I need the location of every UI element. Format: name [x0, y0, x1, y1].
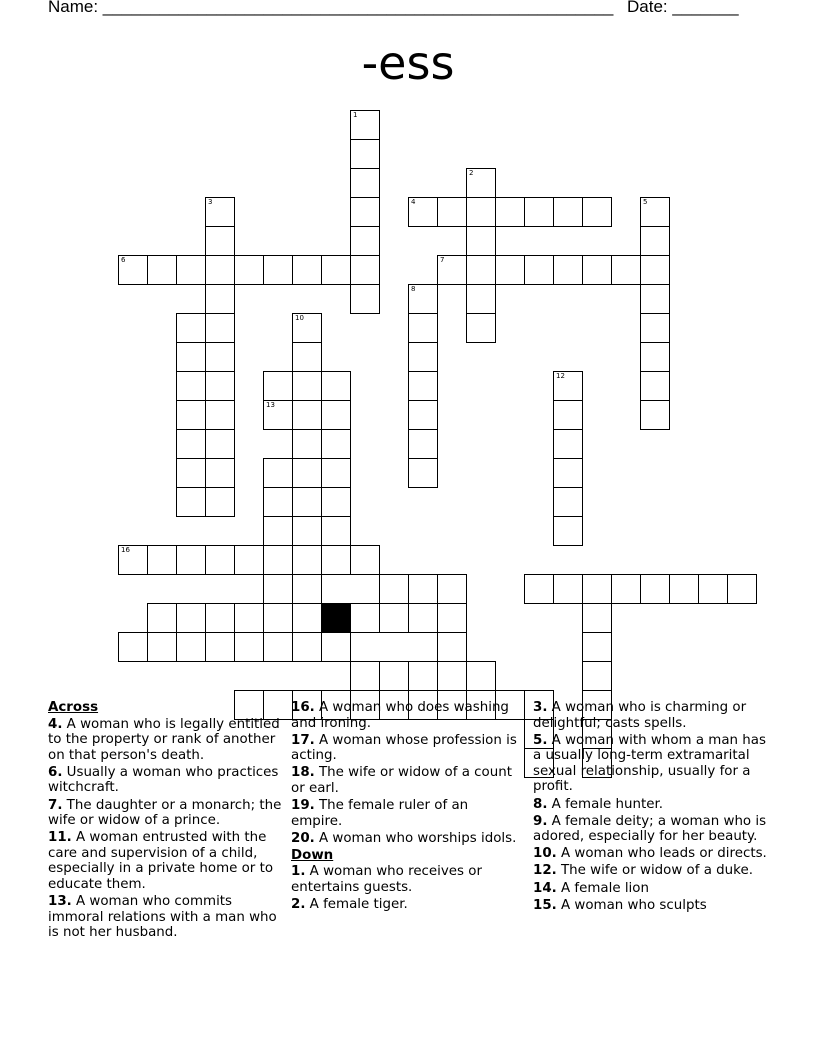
- grid-cell[interactable]: [176, 429, 206, 459]
- clue-text: A woman who commits immoral relations with a man who is not her husband.: [48, 894, 277, 941]
- grid-cell[interactable]: [205, 429, 235, 459]
- grid-cell[interactable]: [292, 632, 322, 662]
- grid-cell[interactable]: [553, 487, 583, 517]
- grid-cell[interactable]: [611, 255, 641, 285]
- grid-cell[interactable]: [205, 632, 235, 662]
- grid-cell[interactable]: [640, 574, 670, 604]
- grid-cell[interactable]: [176, 342, 206, 372]
- clue-num: 1.: [291, 864, 306, 880]
- grid-cell[interactable]: [321, 545, 351, 575]
- grid-cell[interactable]: [408, 603, 438, 633]
- grid-cell[interactable]: [669, 574, 699, 604]
- grid-cell[interactable]: [263, 516, 293, 546]
- grid-cell[interactable]: [176, 313, 206, 343]
- grid-cell[interactable]: [582, 574, 612, 604]
- clue-text: A woman who worships idols.: [314, 830, 517, 846]
- clue-num: 16.: [291, 700, 315, 715]
- across-heading: Across: [48, 700, 99, 715]
- clue-text: A woman who leads or directs.: [556, 846, 767, 862]
- grid-cell[interactable]: [553, 400, 583, 430]
- clue-num: 6.: [48, 764, 63, 780]
- grid-cell[interactable]: [147, 603, 177, 633]
- clue-num: 11.: [48, 830, 72, 846]
- grid-cell[interactable]: [205, 313, 235, 343]
- grid-cell[interactable]: [147, 545, 177, 575]
- clue-number: 3: [208, 198, 213, 206]
- grid-cell[interactable]: [466, 661, 496, 691]
- grid-cell[interactable]: [437, 197, 467, 227]
- grid-cell[interactable]: [321, 458, 351, 488]
- grid-cell[interactable]: [640, 342, 670, 372]
- grid-cell[interactable]: [321, 371, 351, 401]
- down-clue: [533, 700, 768, 731]
- grid-cell[interactable]: [582, 197, 612, 227]
- clue-text: A female deity; a woman who is adored, especially for her beauty.: [533, 813, 767, 845]
- name-field[interactable]: Name: ______________________________________________________: [48, 0, 614, 16]
- grid-cell[interactable]: [350, 661, 380, 691]
- clue-number: 5: [643, 198, 648, 206]
- clue-num: 3.: [533, 700, 548, 715]
- grid-cell[interactable]: [524, 574, 554, 604]
- clue-number: 4: [411, 198, 416, 206]
- grid-cell[interactable]: [147, 632, 177, 662]
- clue-num: 2.: [291, 897, 306, 913]
- grid-cell[interactable]: [350, 255, 380, 285]
- date-field[interactable]: Date: _______: [627, 0, 739, 16]
- grid-cell[interactable]: [176, 603, 206, 633]
- grid-cell[interactable]: [118, 545, 148, 575]
- down-clue: [533, 898, 768, 914]
- grid-cell[interactable]: [437, 574, 467, 604]
- grid-cell[interactable]: [582, 603, 612, 633]
- grid-cell[interactable]: [321, 632, 351, 662]
- grid-cell[interactable]: [263, 371, 293, 401]
- grid-cell[interactable]: [495, 255, 525, 285]
- grid-cell[interactable]: [408, 313, 438, 343]
- grid-cell[interactable]: [553, 371, 583, 401]
- clue-text: A woman who does washing and ironing.: [291, 700, 509, 731]
- down-clue: [533, 846, 768, 862]
- grid-cell[interactable]: [350, 139, 380, 169]
- clues-column-1: [48, 700, 282, 942]
- grid-cell[interactable]: [205, 226, 235, 256]
- grid-cell[interactable]: [263, 487, 293, 517]
- clue-number: 1: [353, 111, 358, 119]
- grid-cell[interactable]: [205, 197, 235, 227]
- grid-cell[interactable]: [437, 255, 467, 285]
- grid-cell[interactable]: [118, 632, 148, 662]
- clue-num: 14.: [533, 880, 557, 896]
- grid-cell[interactable]: [176, 487, 206, 517]
- across-clue: [291, 700, 521, 731]
- grid-cell[interactable]: [176, 371, 206, 401]
- clue-text: A woman whose profession is acting.: [291, 732, 517, 764]
- grid-cell[interactable]: [582, 255, 612, 285]
- clue-text: The daughter or a monarch; the wife or widow of a prince.: [48, 797, 282, 829]
- grid-cell[interactable]: [379, 603, 409, 633]
- grid-cell[interactable]: [640, 226, 670, 256]
- grid-cell[interactable]: [408, 342, 438, 372]
- grid-cell[interactable]: [292, 574, 322, 604]
- grid-cell[interactable]: [176, 400, 206, 430]
- grid-cell[interactable]: [292, 516, 322, 546]
- grid-cell[interactable]: [321, 400, 351, 430]
- grid-cell[interactable]: [611, 574, 641, 604]
- clue-num: 19.: [291, 798, 315, 814]
- black-square: [321, 603, 351, 633]
- across-clue: [48, 798, 282, 829]
- grid-cell[interactable]: [234, 632, 264, 662]
- grid-cell[interactable]: [466, 226, 496, 256]
- grid-cell[interactable]: [205, 284, 235, 314]
- grid-cell[interactable]: [408, 371, 438, 401]
- grid-cell[interactable]: [205, 255, 235, 285]
- grid-cell[interactable]: [205, 342, 235, 372]
- grid-cell[interactable]: [263, 458, 293, 488]
- grid-cell[interactable]: [466, 197, 496, 227]
- grid-cell[interactable]: [321, 429, 351, 459]
- grid-cell[interactable]: [524, 197, 554, 227]
- clue-number: 10: [295, 314, 304, 322]
- clue-text: A woman who sculpts: [556, 897, 707, 913]
- clue-number: 16: [121, 546, 130, 554]
- clue-num: 20.: [291, 830, 315, 846]
- clue-number: 12: [556, 372, 565, 380]
- grid-cell[interactable]: [292, 487, 322, 517]
- grid-cell[interactable]: [640, 313, 670, 343]
- grid-cell[interactable]: [582, 632, 612, 662]
- down-clue: [533, 881, 768, 897]
- grid-cell[interactable]: [263, 603, 293, 633]
- clue-text: The wife or widow of a duke.: [556, 863, 753, 879]
- grid-cell[interactable]: [321, 487, 351, 517]
- grid-cell[interactable]: [147, 255, 177, 285]
- grid-cell[interactable]: [205, 603, 235, 633]
- across-clue: [291, 798, 521, 829]
- grid-cell[interactable]: [292, 342, 322, 372]
- clue-text: The wife or widow of a count or earl.: [291, 765, 512, 796]
- clue-number: 2: [469, 169, 474, 177]
- grid-cell[interactable]: [321, 255, 351, 285]
- grid-cell[interactable]: [118, 255, 148, 285]
- down-clue: [533, 863, 768, 879]
- grid-cell[interactable]: [292, 429, 322, 459]
- clue-text: A woman who receives or entertains guests.: [291, 864, 482, 896]
- clue-num: 9.: [533, 813, 548, 829]
- grid-cell[interactable]: [553, 429, 583, 459]
- grid-cell[interactable]: [176, 632, 206, 662]
- grid-cell[interactable]: [263, 574, 293, 604]
- grid-cell[interactable]: [408, 197, 438, 227]
- grid-cell[interactable]: [524, 255, 554, 285]
- grid-cell[interactable]: [640, 371, 670, 401]
- clue-number: 6: [121, 256, 126, 264]
- grid-cell[interactable]: [379, 661, 409, 691]
- clue-num: 5.: [533, 732, 548, 748]
- grid-cell[interactable]: [495, 197, 525, 227]
- grid-cell[interactable]: [437, 632, 467, 662]
- grid-cell[interactable]: [640, 255, 670, 285]
- grid-cell[interactable]: [408, 284, 438, 314]
- grid-cell[interactable]: [321, 516, 351, 546]
- grid-cell[interactable]: [640, 400, 670, 430]
- clue-num: 12.: [533, 863, 557, 879]
- clue-num: 8.: [533, 796, 548, 812]
- grid-cell[interactable]: [408, 429, 438, 459]
- grid-cell[interactable]: [466, 168, 496, 198]
- grid-cell[interactable]: [234, 603, 264, 633]
- clue-text: Usually a woman who practices witchcraft.: [48, 764, 279, 796]
- across-clue: [48, 894, 282, 941]
- grid-cell[interactable]: [379, 574, 409, 604]
- grid-cell[interactable]: [292, 313, 322, 343]
- clues-column-3: [533, 700, 768, 915]
- across-clue: [48, 717, 282, 764]
- grid-cell[interactable]: [698, 574, 728, 604]
- across-clue: [291, 733, 521, 764]
- clue-number: 8: [411, 285, 416, 293]
- grid-cell[interactable]: [553, 516, 583, 546]
- grid-cell[interactable]: [205, 458, 235, 488]
- grid-cell[interactable]: [350, 197, 380, 227]
- grid-cell[interactable]: [176, 545, 206, 575]
- down-clue: [291, 897, 521, 913]
- clue-text: The female ruler of an empire.: [291, 798, 469, 829]
- across-clue: [291, 765, 521, 796]
- clue-num: 13.: [48, 894, 72, 910]
- grid-cell[interactable]: [640, 197, 670, 227]
- down-clue: [533, 814, 768, 845]
- grid-cell[interactable]: [292, 400, 322, 430]
- grid-cell[interactable]: [263, 400, 293, 430]
- grid-cell[interactable]: [176, 255, 206, 285]
- clue-num: 17.: [291, 732, 315, 748]
- clue-number: 13: [266, 401, 275, 409]
- across-clue: [48, 830, 282, 892]
- grid-cell[interactable]: [553, 458, 583, 488]
- grid-cell[interactable]: [640, 284, 670, 314]
- grid-cell[interactable]: [292, 255, 322, 285]
- clue-text: A woman with whom a man has a usually long-term extramarital sexual relationship, usually for a profit.: [533, 732, 766, 795]
- clue-text: A female hunter.: [547, 796, 663, 812]
- grid-cell[interactable]: [350, 110, 380, 140]
- clues-column-2: [291, 700, 521, 914]
- clue-text: A female lion: [556, 880, 649, 896]
- grid-cell[interactable]: [350, 226, 380, 256]
- grid-cell[interactable]: [437, 603, 467, 633]
- grid-cell[interactable]: [408, 574, 438, 604]
- grid-cell[interactable]: [292, 458, 322, 488]
- clue-text: A female tiger.: [305, 897, 408, 913]
- grid-cell[interactable]: [292, 371, 322, 401]
- grid-cell[interactable]: [466, 313, 496, 343]
- grid-cell[interactable]: [350, 545, 380, 575]
- down-heading: Down: [291, 847, 334, 863]
- grid-cell[interactable]: [553, 255, 583, 285]
- clue-num: 10.: [533, 846, 557, 862]
- grid-cell[interactable]: [437, 661, 467, 691]
- grid-cell[interactable]: [350, 168, 380, 198]
- grid-cell[interactable]: [553, 574, 583, 604]
- grid-cell[interactable]: [727, 574, 757, 604]
- grid-cell[interactable]: [350, 284, 380, 314]
- clue-num: 15.: [533, 897, 557, 913]
- grid-cell[interactable]: [263, 255, 293, 285]
- grid-cell[interactable]: [466, 284, 496, 314]
- clue-number: 7: [440, 256, 445, 264]
- grid-cell[interactable]: [350, 603, 380, 633]
- grid-cell[interactable]: [408, 458, 438, 488]
- clue-text: A woman entrusted with the care and supervision of a child, especially in a private home or to educate them.: [48, 830, 274, 893]
- grid-cell[interactable]: [292, 545, 322, 575]
- down-clue: [533, 797, 768, 813]
- clue-num: 18.: [291, 765, 315, 781]
- across-clue: [291, 831, 521, 847]
- clue-text: A woman who is legally entitled to the property or rank of another on that person's death.: [48, 716, 280, 763]
- across-clue: [48, 765, 282, 796]
- grid-cell[interactable]: [292, 603, 322, 633]
- down-clue: [291, 864, 521, 895]
- grid-cell[interactable]: [408, 661, 438, 691]
- grid-cell[interactable]: [263, 632, 293, 662]
- grid-cell[interactable]: [263, 545, 293, 575]
- clue-num: 7.: [48, 797, 63, 813]
- clue-num: 4.: [48, 716, 63, 732]
- grid-cell[interactable]: [408, 400, 438, 430]
- grid-cell[interactable]: [205, 371, 235, 401]
- down-clue: [533, 733, 768, 795]
- grid-cell[interactable]: [234, 545, 264, 575]
- page-title: -ess: [361, 36, 455, 90]
- grid-cell[interactable]: [176, 458, 206, 488]
- grid-cell[interactable]: [205, 487, 235, 517]
- grid-cell[interactable]: [553, 197, 583, 227]
- grid-cell[interactable]: [582, 661, 612, 691]
- grid-cell[interactable]: [234, 255, 264, 285]
- grid-cell[interactable]: [205, 400, 235, 430]
- grid-cell[interactable]: [205, 545, 235, 575]
- clue-text: A woman who is charming or delightful; casts spells.: [533, 700, 747, 731]
- grid-cell[interactable]: [466, 255, 496, 285]
